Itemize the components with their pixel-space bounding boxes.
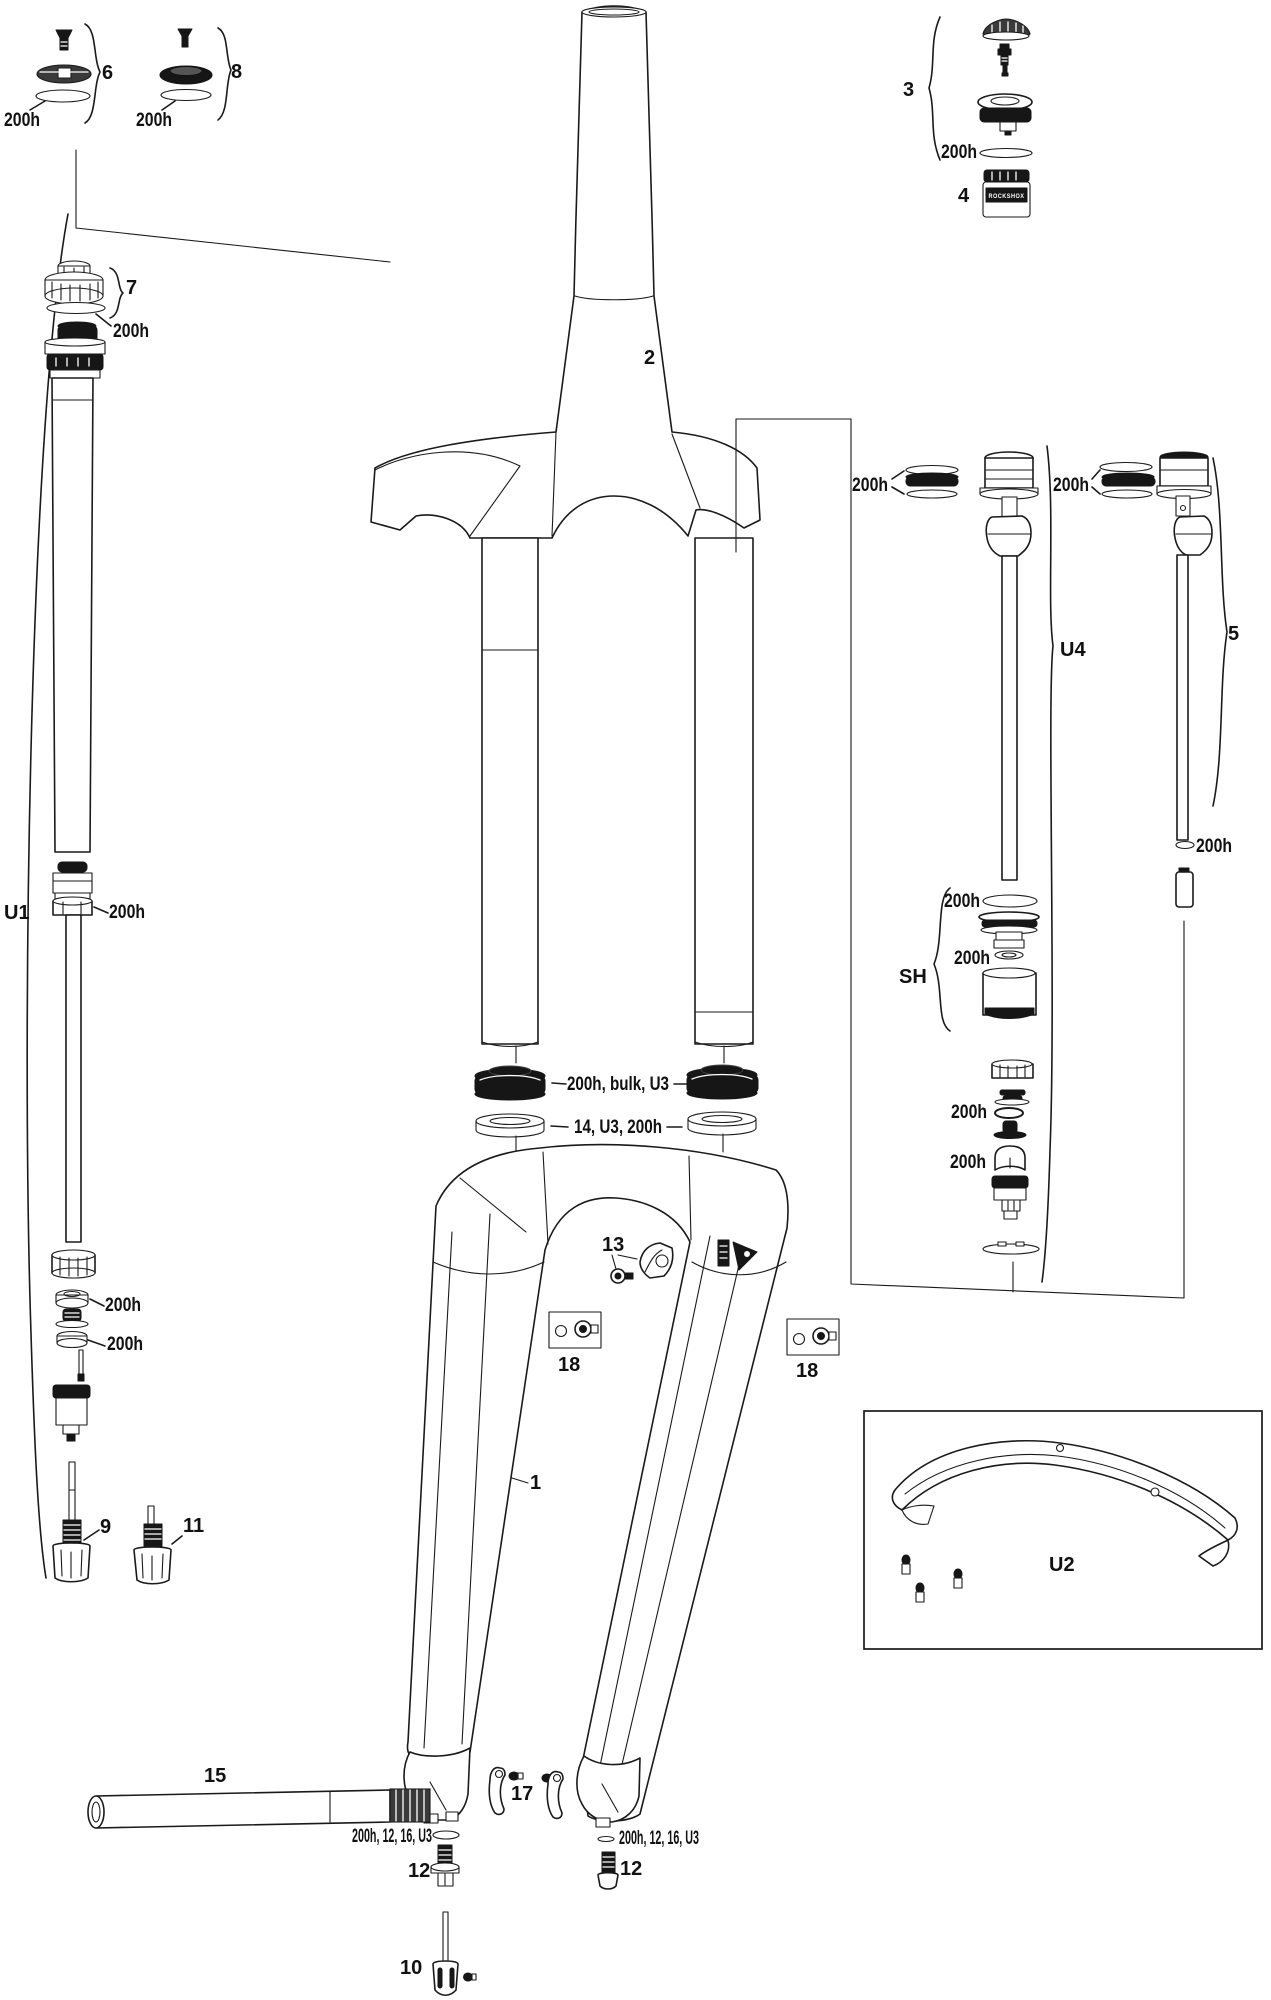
label-200h-airrings: 200h (852, 475, 888, 496)
foam-ring-left (476, 1114, 544, 1137)
brace-part-5 (1213, 458, 1227, 806)
label-200h-u1row: 200h (109, 902, 145, 923)
label-foam-ring: 14, U3, 200h (574, 1117, 662, 1138)
crown-steerer-unit (371, 6, 760, 538)
label-bolt-combo-left: 200h, 12, 16, U3 (352, 1826, 432, 1847)
oring-part5 (1176, 842, 1194, 849)
topcap-kit-6 (36, 30, 91, 102)
label-200h-sh2: 200h (954, 948, 990, 969)
label-bolt-combo-right: 200h, 12, 16, U3 (619, 1828, 699, 1849)
label-200h-rings5: 200h (1053, 475, 1089, 496)
oring-under-7 (47, 303, 105, 314)
label-part-1: 1 (530, 1472, 542, 1494)
compression-knob-part7 (45, 261, 103, 304)
label-200h-left2: 200h (107, 1334, 143, 1355)
air-valve-cap (983, 19, 1030, 40)
label-part-13: 13 (602, 1234, 625, 1256)
brace-part-7 (110, 268, 123, 318)
label-part-8: 8 (231, 61, 243, 83)
label-part-17: 17 (511, 1783, 534, 1805)
fender-box-u2 (864, 1411, 1262, 1649)
label-part-4: 4 (958, 185, 970, 207)
stanchion-right (695, 538, 753, 1047)
volume-spacer (1176, 868, 1193, 907)
brace-part-3 (929, 17, 940, 160)
label-part-6: 6 (102, 62, 114, 84)
thru-axle-part15 (88, 1789, 430, 1828)
damper-cartridge (45, 322, 105, 915)
label-part-10: 10 (400, 1957, 423, 1979)
label-200h-knob7: 200h (113, 321, 149, 342)
dust-seal-right (687, 1065, 758, 1099)
bolt-kit-18-right (787, 1319, 839, 1355)
air-top-cap (978, 94, 1032, 135)
air-shaft-assembly (980, 452, 1038, 880)
damper-shaft-lower (52, 915, 95, 1441)
label-dust-seal: 200h, bulk, U3 (567, 1074, 669, 1095)
label-part-15: 15 (204, 1765, 227, 1787)
stanchion-left (482, 538, 538, 1047)
label-200h-left1: 200h (105, 1295, 141, 1316)
oring-part3 (980, 149, 1032, 158)
label-group-u2: U2 (1049, 1554, 1075, 1576)
brace-group-u4 (1042, 446, 1053, 1282)
label-part-2: 2 (644, 347, 656, 369)
label-200h-part3: 200h (941, 142, 977, 163)
label-part-5: 5 (1228, 623, 1240, 645)
grease-jar-part4 (983, 170, 1030, 217)
label-part-3: 3 (903, 79, 915, 101)
air-piston-rings (906, 466, 958, 499)
shaft-part5 (1157, 452, 1212, 840)
lower-legs-casting (408, 1145, 788, 1821)
topcap-kit-8 (160, 29, 212, 101)
label-part-9: 9 (100, 1516, 112, 1538)
label-200h-shaft5: 200h (1196, 836, 1232, 857)
label-part-7: 7 (126, 277, 138, 299)
fender-bolts (902, 1555, 962, 1602)
foam-ring-right (688, 1112, 756, 1135)
air-bottom-parts (983, 1060, 1039, 1292)
label-200h-airlow2: 200h (950, 1152, 986, 1173)
shaft-rings-part5 (1100, 463, 1155, 499)
label-200h-kit6: 200h (4, 110, 40, 131)
label-200h-airlow1: 200h (951, 1102, 987, 1123)
shaft-bolt-left (431, 1831, 459, 1886)
label-brand-jar: ROCKSHOX (988, 194, 1025, 200)
label-part-18-right: 18 (796, 1360, 819, 1382)
label-part-18-left: 18 (558, 1354, 581, 1376)
rebound-knob-part9 (53, 1462, 90, 1582)
label-group-u4: U4 (1060, 639, 1086, 661)
label-group-sh: SH (899, 966, 927, 988)
label-group-u1: U1 (4, 902, 30, 924)
shaft-bolt-right (598, 1837, 618, 1890)
label-part-12-left: 12 (408, 1860, 431, 1882)
label-200h-sh1: 200h (944, 891, 980, 912)
bolt-kit-18-left (549, 1312, 601, 1348)
dust-seal-left (475, 1066, 545, 1100)
rebound-rod-part10 (433, 1912, 476, 1995)
label-part-11: 11 (183, 1515, 205, 1537)
label-200h-kit8: 200h (136, 110, 172, 131)
label-part-12-right: 12 (620, 1858, 643, 1880)
rebound-knob-part11 (134, 1506, 171, 1584)
air-valve-core (998, 44, 1011, 76)
brace-part-8 (218, 28, 231, 120)
